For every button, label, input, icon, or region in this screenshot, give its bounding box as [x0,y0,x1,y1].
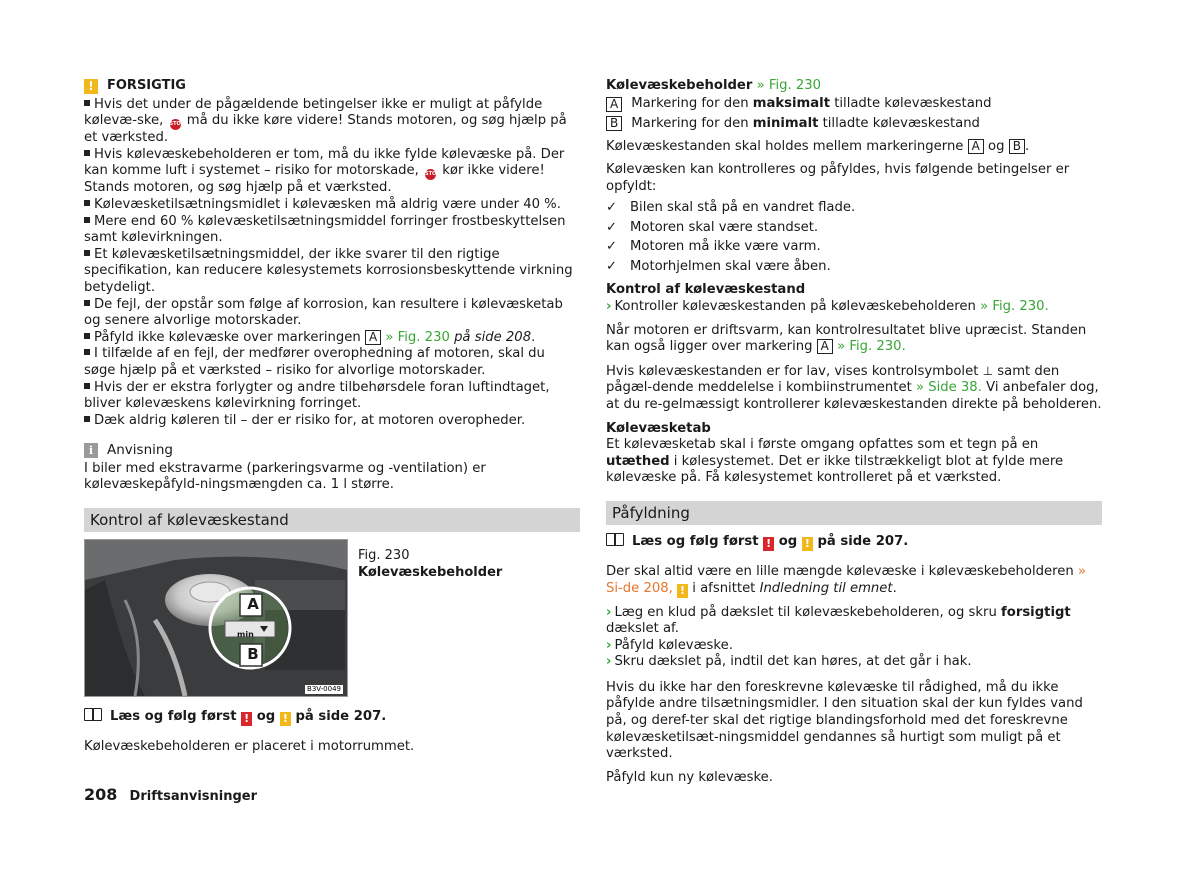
read-first-right: Læs og følg først ! og ! på side 207. [606,533,1102,551]
chapter-title: Driftsanvisninger [129,789,258,804]
engine-bay-illustration [85,540,347,696]
marker-a-label: A [365,330,381,345]
condition-item: ✓ Motoren skal være standset. [606,218,1102,238]
substitute-text: Hvis du ikke har den foreskrevne kølevæske til rådighed, må du ikke påfylde andre tilsætningsmidler. I den situation skal der kun fyldes vand på, og deref-ter skal det rigtige blandingsforhold med det foreskrevne kølevæsketilsæt-ningsmiddel gendannes så hurtigt som muligt på et værksted. [606,679,1083,762]
marker-b-label: B [606,116,622,131]
book-icon [606,533,624,546]
danger-icon: ! [763,537,774,551]
condition-item: ✓ Motoren må ikke være varm. [606,237,1102,257]
reservoir-location-text: Kølevæskebeholderen er placeret i motorrummet. [84,739,415,755]
book-icon [84,708,102,721]
fill-step-3: › Skru dækslet på, indtil det kan høres, at det går i hak. [606,654,972,670]
reservoir-heading: Kølevæskebeholder » Fig. 230 [606,78,822,93]
warning-icon: ! [677,584,688,598]
figure-230 [84,539,580,697]
warning-item-8: I tilfælde af en fejl, der medfører overophedning af motoren, skal du søge hjælp på et værksted – risiko for alvorlige motorskader. [84,346,545,378]
warning-item-9: Hvis der er ekstra forlygter og andre tilbehørsdele foran luftindtaget, bliver kølevæskens kølevirkning forringet. [84,379,550,412]
loss-heading: Kølevæsketab [606,420,711,436]
check-icon: ✓ [606,219,618,235]
stop-icon: STOP [170,119,181,130]
warning-item-7: Påfyld ikke kølevæske over markeringen A » Fig. 230 på side 208. [84,330,580,347]
warning-item-3: Kølevæsketilsætningsmidlet i kølevæsken må aldrig være under 40 %. [84,197,580,214]
section-title-kontrol: Kontrol af kølevæskestand [84,508,580,532]
figure-link[interactable]: » Fig. 230. [837,339,906,355]
loss-text: Et kølevæsketab skal i første omgang opfattes som et tegn på en utæthed i kølesystemet. Det er ikke tilstrækkeligt blot at fylde mere kølevæske på. Få kølesystemet kontrolleret på et værksted. [606,437,1064,486]
warning-icon: ! [84,79,98,94]
warning-item-6: De fejl, der opstår som følge af korrosion, kan resultere i kølevæsketab og senere alvorlige motorskader. [84,296,563,329]
step-arrow-icon: › [606,637,612,653]
figure-caption [358,547,502,697]
check-icon: ✓ [606,239,618,255]
page-link[interactable]: » Side 38. [915,380,982,396]
mark-row-b: B Markering for den minimalt tilladte kølevæskestand [606,114,1102,134]
figure-code: B3V-0049 [307,685,341,694]
level-text: Kølevæskestanden skal holdes mellem markeringerne A og B . [606,138,1030,154]
warning-item-1: Hvis det under de pågældende betingelser ikke er muligt at påfylde kølevæ-ske, STOP må du ikke køre videre! Stands motoren, og søg hjælp på et værksted. [84,96,567,146]
info-icon: i [84,443,98,458]
warm-engine-text: Når motoren er driftsvarm, kan kontrolresultatet blive upræcist. Standen kan også ligger over markering A » Fig. 230. [606,322,1087,355]
step-arrow-icon: › [606,298,612,314]
warning-item-10: Dæk aldrig køleren til – der er risiko for, at motoren overopheder. [84,413,580,430]
note-title: Anvisning [107,442,173,459]
note-header [84,442,580,459]
read-first-left: Læs og følg først ! og ! på side 207. [84,708,580,726]
check-heading: Kontrol af kølevæskestand [606,282,806,298]
new-coolant-text: Påfyld kun ny kølevæske. [606,769,773,785]
marker-a-label: A [606,97,622,112]
low-level-text: Hvis kølevæskestanden er for lav, vises kontrolsymbolet ⊥ samt den pågæl-dende meddelelse i kombiinstrumentet » Side 38. Vi anbefaler dog, at du re-gelmæssigt kontrollerer kølevæskestanden direkte på beholderen. [606,363,1102,412]
marker-a-callout: A [247,595,259,614]
warning-item-2: Hvis kølevæskebeholderen er tom, må du ikke fylde kølevæske på. Der kan komme luft i systemet – risiko for motorskade, STOP kør ikke videre! Stands motoren, og søg hjælp på et værksted. [84,146,565,196]
figure-link[interactable]: » Fig. 230 [385,329,450,345]
coolant-warning-icon: ⊥ [982,363,994,378]
step-arrow-icon: › [606,604,612,620]
fill-intro: Der skal altid være en lille mængde kølevæske i kølevæskebeholderen » Si-de 208, ! i afsnittet Indledning til emnet. [606,563,1087,597]
figure-link[interactable]: » Fig. 230. [980,298,1049,314]
figure-link[interactable]: » Fig. 230 [756,78,822,93]
conditions-intro: Kølevæsken kan kontrolleres og påfyldes, hvis følgende betingelser er opfyldt: [606,162,1070,194]
warning-item-5: Et kølevæsketilsætningsmiddel, der ikke svarer til den rigtige specifikation, kan reducere kølesystemets korrosionsbeskyttende virkning betydeligt. [84,246,573,295]
page-number: 208 [84,785,118,804]
check-icon: ✓ [606,258,618,274]
condition-item: ✓ Motorhjelmen skal være åben. [606,257,1102,277]
min-label: min [237,630,254,640]
condition-item: ✓ Bilen skal stå på en vandret flade. [606,198,1102,218]
warning-icon: ! [802,537,813,551]
left-column [84,78,580,756]
warning-title: FORSIGTIG [107,78,186,93]
warning-header [84,78,580,95]
page-link[interactable]: » Si-de 208, [606,563,1087,596]
mark-row-a: A Markering for den maksimalt tilladte kølevæskestand [606,95,1102,115]
step-arrow-icon: › [606,654,612,670]
page-footer [84,787,257,806]
section-title-pafyldning: Påfyldning [606,501,1102,525]
fill-step-1: › Læg en klud på dækslet til kølevæskebeholderen, og skru forsigtigt dækslet af. [606,604,1071,637]
stop-icon: STOP [425,169,436,180]
check-step: › Kontroller kølevæskestanden på kølevæskebeholderen » Fig. 230. [606,298,1049,314]
figure-label: Fig. 230 [358,548,410,564]
marker-b-callout: B [247,645,259,664]
fill-step-2: › Påfyld kølevæske. [606,637,733,653]
right-column [606,78,1102,786]
figure-title: Kølevæskebeholder [358,565,503,581]
engine-bay-image [84,539,348,697]
check-icon: ✓ [606,200,618,216]
warning-icon: ! [280,712,291,726]
danger-icon: ! [241,712,252,726]
warning-item-4: Mere end 60 % kølevæsketilsætningsmiddel forringer frostbeskyttelsen samt kølevirkningen. [84,213,566,246]
note-text: I biler med ekstravarme (parkeringsvarme og -ventilation) er kølevæskepåfyld-ningsmængden ca. 1 l større. [84,460,486,493]
